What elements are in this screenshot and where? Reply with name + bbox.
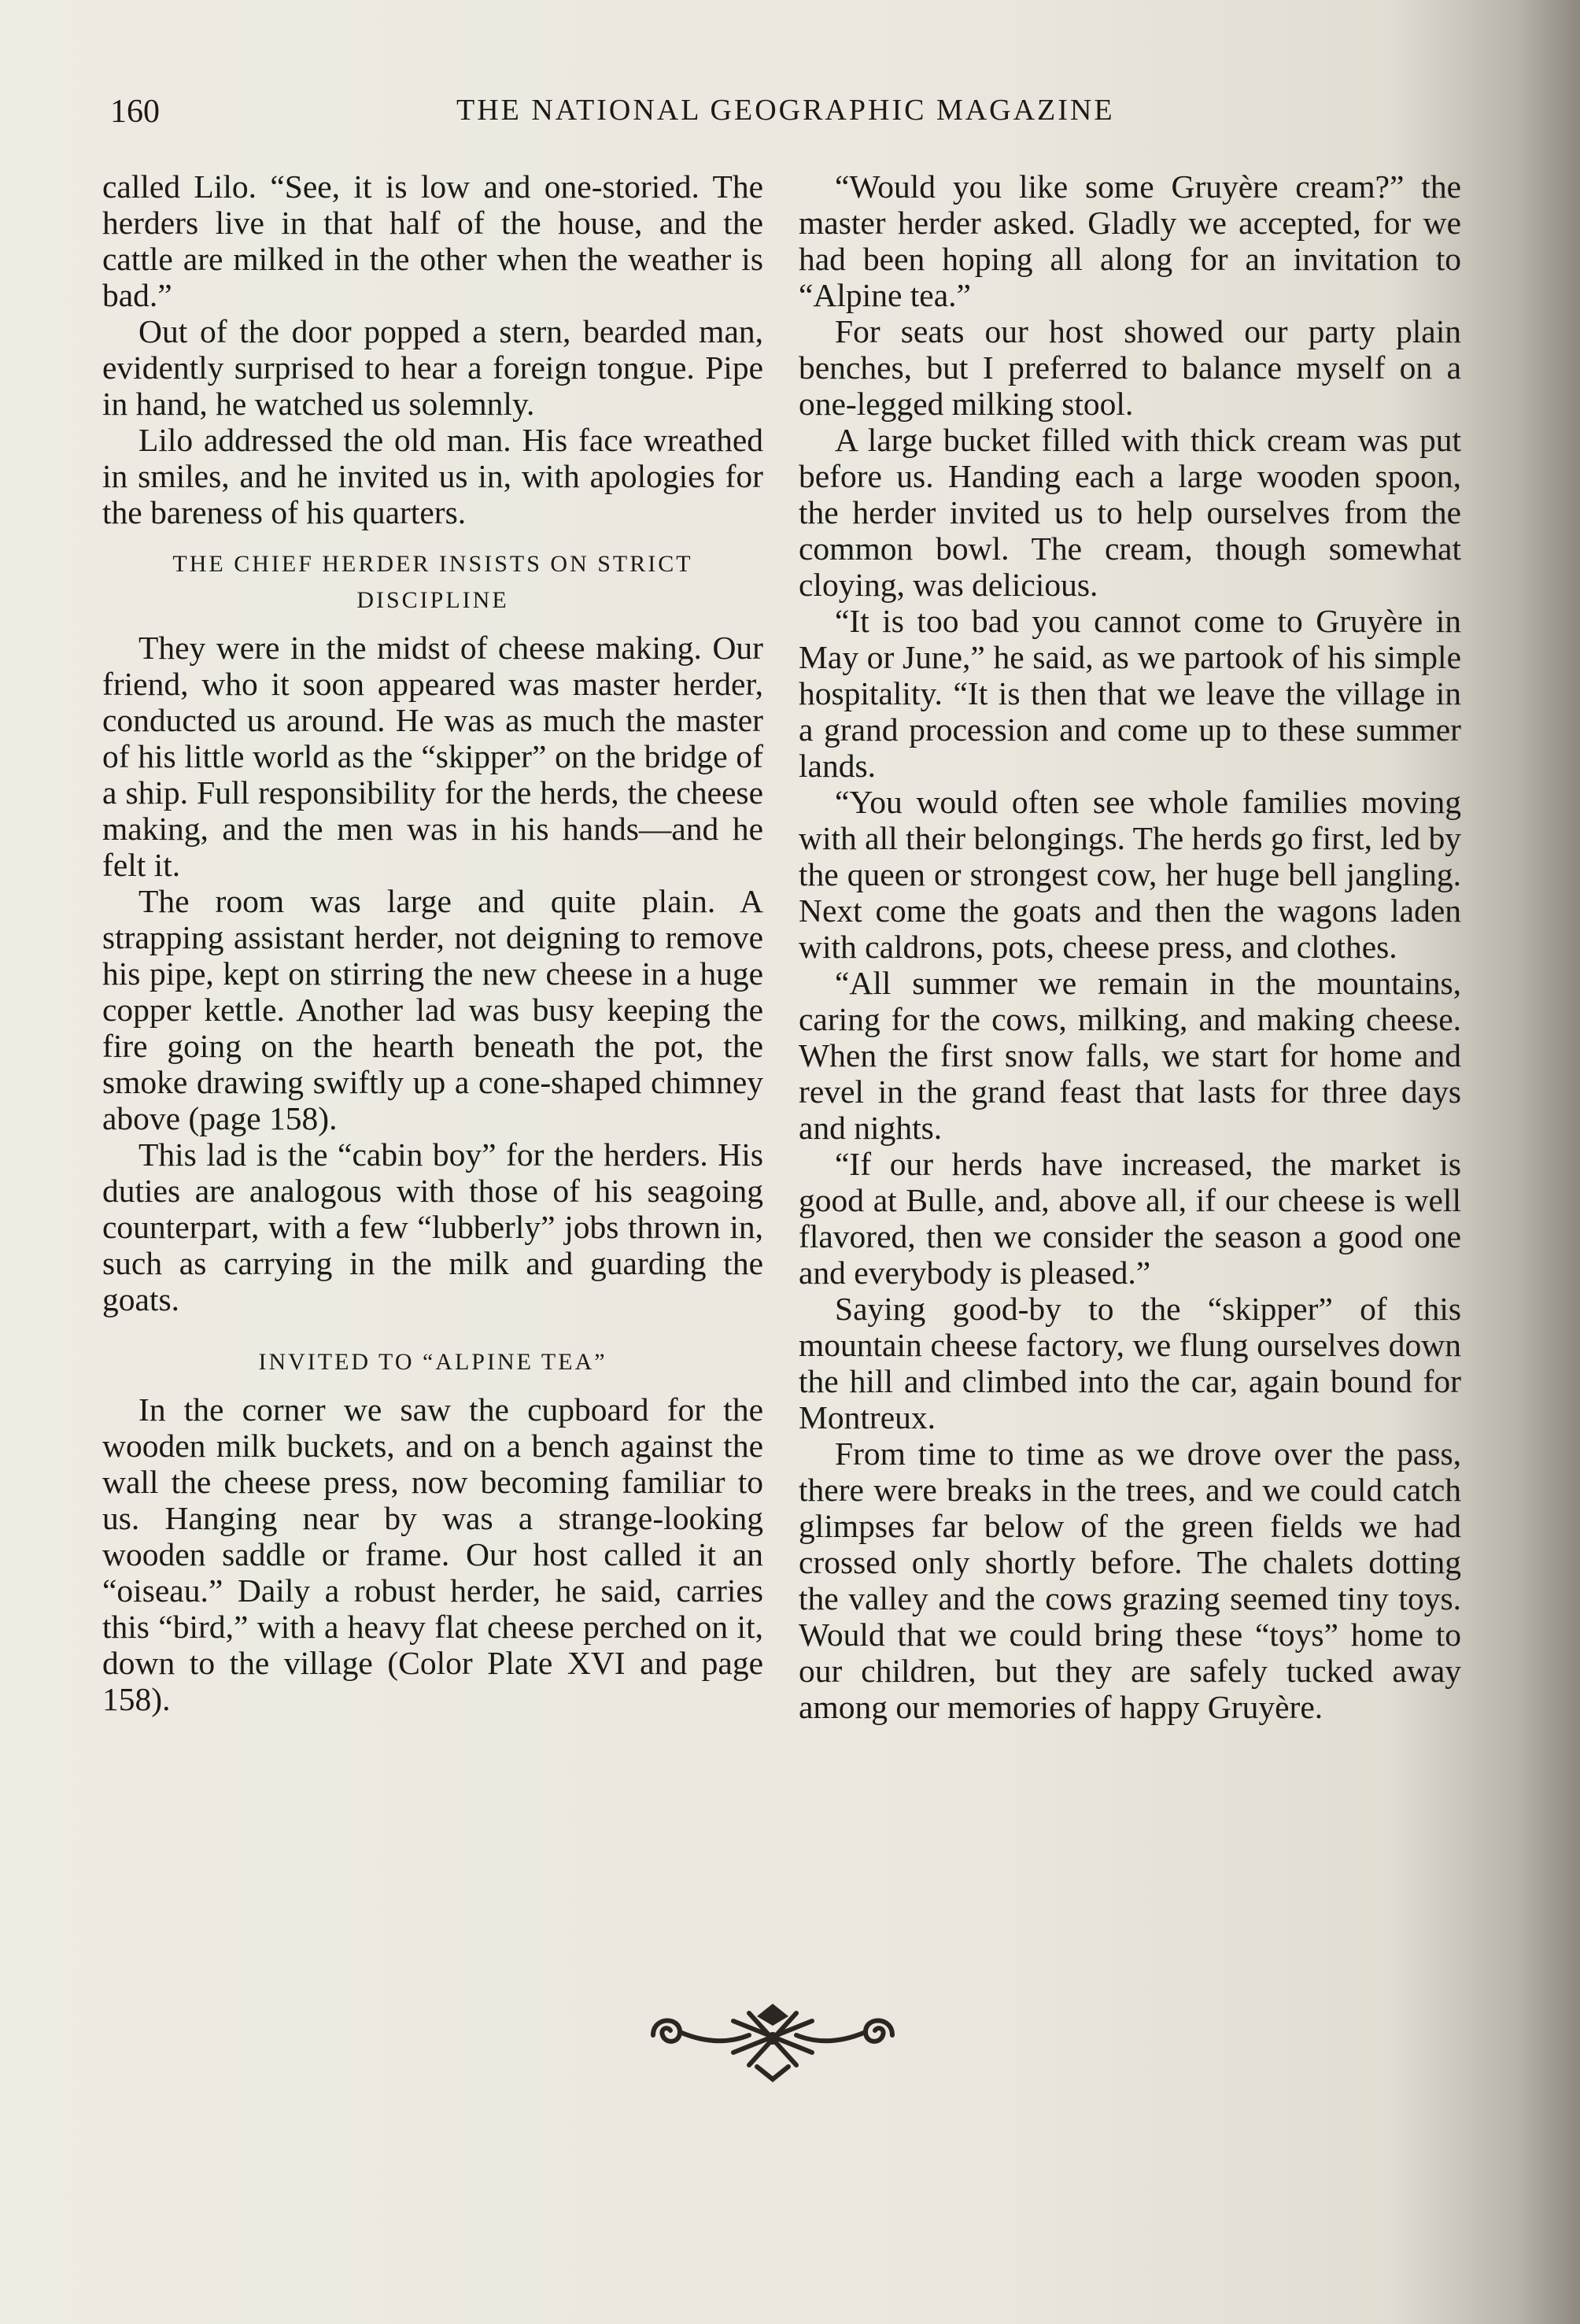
section-heading: INVITED TO “ALPINE TEA” — [258, 1349, 607, 1375]
paragraph: A large bucket filled with thick cream was put before us. Handing each a large wooden spoon, the herder invited us to help ourselves from the common bowl. The cream, though somewhat cloying, was delicious. — [799, 422, 1461, 603]
running-head: THE NATIONAL GEOGRAPHIC MAGAZINE — [456, 94, 1115, 127]
right-column — [799, 168, 1461, 1725]
paragraph: This lad is the “cabin boy” for the herders. His duties are analogous with those of his seagoing counterpart, with a few “lubberly” jobs thrown in, such as carrying in the milk and guarding the goats. — [102, 1136, 763, 1317]
paragraph: “It is too bad you cannot come to Gruyère in May or June,” he said, as we partook of his simple hospitality. “It is then that we leave the village in a grand procession and come up to these summer lands. — [799, 603, 1461, 784]
paragraph: Out of the door popped a stern, bearded man, evidently surprised to hear a foreign tongue. Pipe in hand, he watched us solemnly. — [102, 313, 763, 422]
paragraph: “Would you like some Gruyère cream?” the master herder asked. Gladly we accepted, for we had been hoping all along for an invitation to “Alpine tea.” — [799, 168, 1461, 313]
paragraph: Saying good-by to the “skipper” of this mountain cheese factory, we flung ourselves down the hill and climbed into the car, again bound for Montreux. — [799, 1291, 1461, 1435]
page-header — [0, 93, 1580, 140]
paragraph: called Lilo. “See, it is low and one-storied. The herders live in that half of the house, and the cattle are milked in the other when the weather is bad.” — [102, 168, 763, 313]
paragraph: In the corner we saw the cupboard for the wooden milk buckets, and on a bench against the wall the cheese press, now becoming familiar to us. Hanging near by was a strange-looking wooden saddle or frame. Our host called it an “oiseau.” Daily a robust herder, he said, carries this “bird,” with a heavy flat cheese perched on it, down to the village (Color Plate XVI and page 158). — [102, 1391, 763, 1717]
section-heading: THE CHIEF HERDER INSISTS ON STRICT DISCIPLINE — [172, 551, 693, 613]
paragraph: From time to time as we drove over the pass, there were breaks in the trees, and we could catch glimpses far below of the green fields we had crossed only shortly before. The chalets dotting the valley and the cows grazing seemed tiny toys. Would that we could bring these “toys” home to our children, but they are safely tucked away among our memories of happy Gruyère. — [799, 1435, 1461, 1725]
paragraph: Lilo addressed the old man. His face wreathed in smiles, and he invited us in, with apologies for the bareness of his quarters. — [102, 422, 763, 530]
paragraph: “All summer we remain in the mountains, caring for the cows, milking, and making cheese. When the first snow falls, we start for home and revel in the grand feast that lasts for three days and nights. — [799, 965, 1461, 1146]
left-column — [102, 168, 763, 1717]
paragraph: For seats our host showed our party plain benches, but I preferred to balance myself on a one-legged milking stool. — [799, 313, 1461, 422]
page-number: 160 — [110, 94, 160, 130]
paragraph: “If our herds have increased, the market is good at Bulle, and, above all, if our cheese is well flavored, then we consider the season a good one and everybody is pleased.” — [799, 1146, 1461, 1291]
paragraph: They were in the midst of cheese making. Our friend, who it soon appeared was master herder, conducted us around. He was as much the master of his little world as the “skipper” on the bridge of a ship. Full responsibility for the herds, the cheese making, and the men was in his hands—and he felt it. — [102, 630, 763, 883]
scroll-ornament-icon — [639, 1990, 906, 2082]
paragraph: “You would often see whole families moving with all their belongings. The herds go first, led by the queen or strongest cow, her huge bell jangling. Next come the goats and then the wagons laden with caldrons, pots, cheese press, and clothes. — [799, 784, 1461, 965]
paragraph: The room was large and quite plain. A strapping assistant herder, not deigning to remove his pipe, kept on stirring the new cheese in a huge copper kettle. Another lad was busy keeping the fire going on the hearth beneath the pot, the smoke drawing swiftly up a cone-shaped chimney above (page 158). — [102, 883, 763, 1136]
